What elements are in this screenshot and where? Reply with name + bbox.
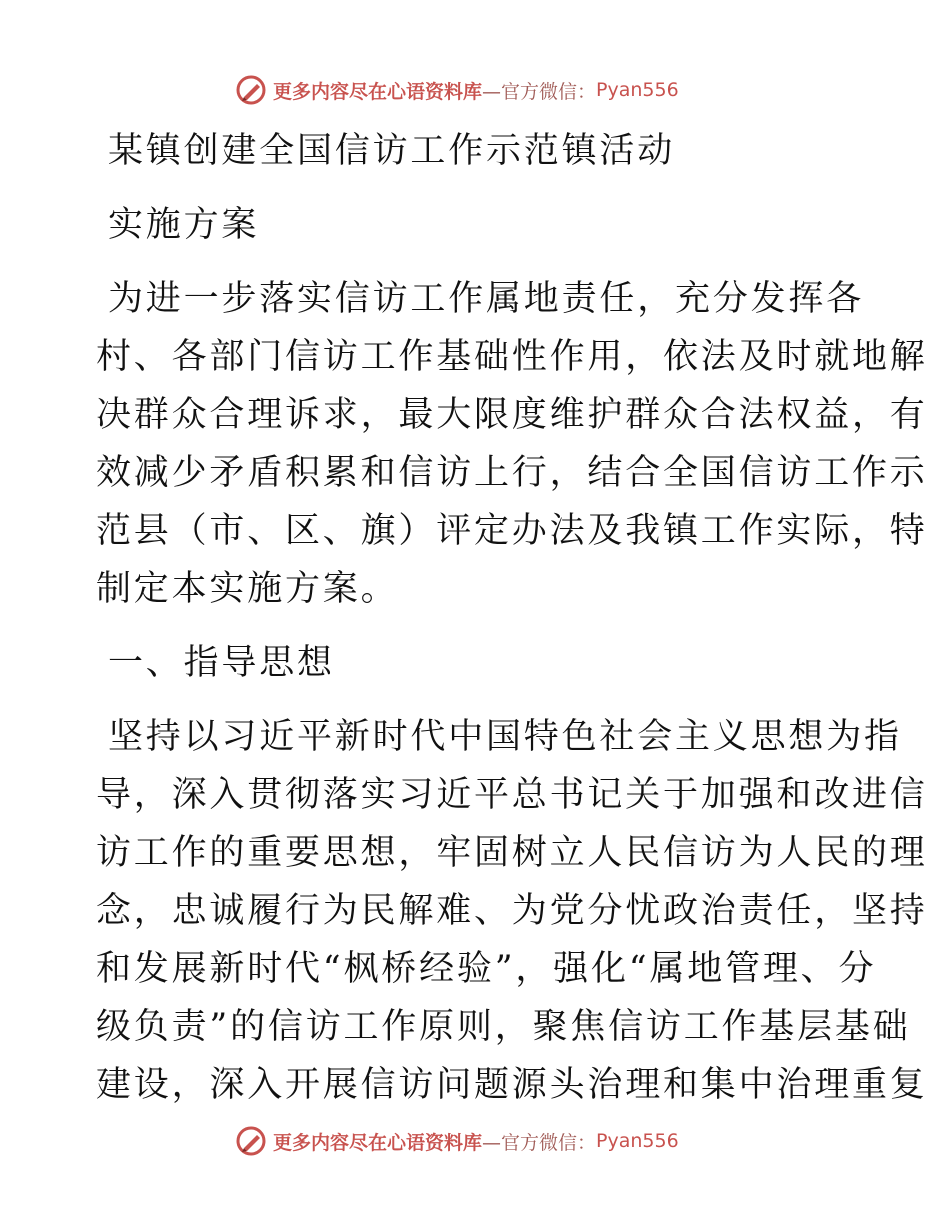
watermark-wechat-id: Pyan556 — [596, 79, 679, 101]
paragraph-line: 范县（市、区、旗）评定办法及我镇工作实际，特 — [96, 511, 928, 551]
document-body — [96, 122, 928, 1114]
paragraph-line: 和发展新时代“枫桥经验”，强化“属地管理、分 — [96, 949, 877, 989]
paragraph-line: 导，深入贯彻落实习近平总书记关于加强和改进信 — [96, 775, 928, 815]
paragraph-line: 访工作的重要思想，牢固树立人民信访为人民的理 — [96, 833, 928, 873]
watermark-main-text: 更多内容尽在心语资料库 — [273, 80, 483, 103]
watermark-main-text: 更多内容尽在心语资料库 — [273, 1131, 483, 1154]
paragraph-line: 村、各部门信访工作基础性作用，依法及时就地解 — [96, 337, 928, 377]
paragraph-line: 决群众合理诉求，最大限度维护群众合法权益，有 — [96, 395, 928, 435]
footer-watermark — [235, 1121, 715, 1161]
watermark-wechat-id: Pyan556 — [596, 1130, 679, 1152]
header-watermark — [235, 70, 715, 110]
watermark-sub-text: —官方微信： — [482, 80, 597, 103]
pen-logo-icon — [235, 74, 267, 106]
document-title: 某镇创建全国信访工作示范镇活动 — [108, 131, 676, 171]
paragraph-line: 坚持以习近平新时代中国特色社会主义思想为指 — [108, 717, 902, 757]
paragraph-line: 念，忠诚履行为民解难、为党分忧政治责任，坚持 — [96, 891, 928, 931]
section1-paragraph — [96, 708, 928, 1114]
paragraph-line: 为进一步落实信访工作属地责任，充分发挥各 — [108, 279, 865, 319]
paragraph-line: 效减少矛盾积累和信访上行，结合全国信访工作示 — [96, 453, 928, 493]
paragraph-line: 级负责”的信访工作原则，聚焦信访工作基层基础 — [96, 1007, 911, 1047]
watermark-sub-text: —官方微信： — [482, 1131, 597, 1154]
pen-logo-icon — [235, 1125, 267, 1157]
paragraph-line: 制定本实施方案。 — [96, 569, 399, 609]
document-subtitle: 实施方案 — [108, 205, 260, 245]
section-heading: 一、指导思想 — [108, 643, 335, 683]
paragraph-line: 建设，深入开展信访问题源头治理和集中治理重复 — [96, 1065, 928, 1105]
intro-paragraph — [96, 270, 928, 618]
